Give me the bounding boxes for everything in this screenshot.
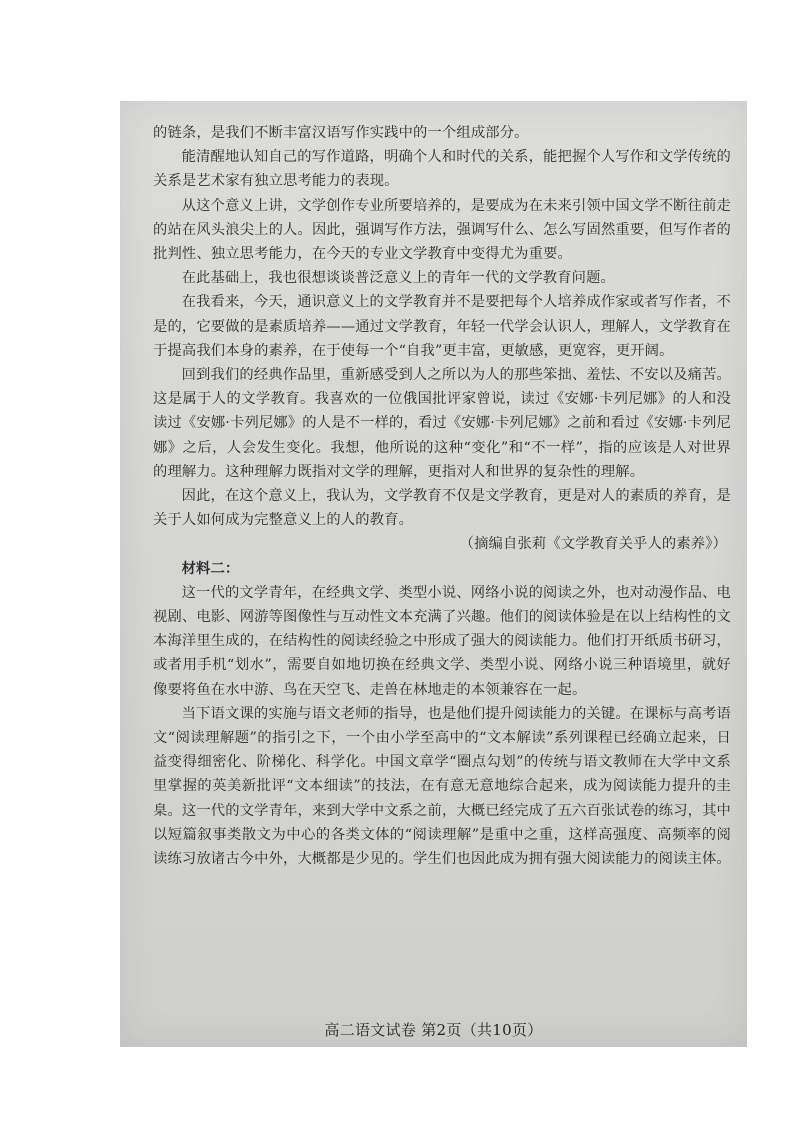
- paragraph: 这一代的文学青年，在经典文学、类型小说、网络小说的阅读之外，也对动漫作品、电视剧、电影、网游等图像性与互动性文本充满了兴趣。他们的阅读体验是在以上结构性的文本海洋里生成的，在结构性的阅读经验之中形成了强大的阅读能力。他们打开纸质书研习，或者用手机“划水”，需要自如地切换在经典文学、类型小说、网络小说三种语境里，就好像要将鱼在水中游、鸟在天空飞、走兽在林地走的本领兼容在一起。: [153, 584, 731, 698]
- paragraph: 在我看来，今天，通识意义上的文学教育并不是要把每个人培养成作家或者写作者，不是的，它要做的是素质培养——通过文学教育，年轻一代学会认识人，理解人，文学教育在于提高我们本身的素养，在于使每一个“自我”更丰富，更敏感，更宽容，更开阔。: [153, 294, 731, 359]
- paragraph: 能清醒地认知自己的写作道路，明确个人和时代的关系，能把握个人写作和文学传统的关系是艺术家有独立思考能力的表现。: [153, 149, 731, 190]
- paragraph: 的链条，是我们不断丰富汉语写作实践中的一个组成部分。: [153, 125, 529, 141]
- document-photo: [120, 101, 747, 1047]
- paragraph: 因此，在这个意义上，我认为，文学教育不仅是文学教育，更是对人的素质的养育，是关于人如何成为完整意义上的人的教育。: [153, 488, 731, 529]
- source-citation: （摘编自张莉《文学教育关乎人的素养》）: [459, 536, 727, 553]
- section-heading: 材料二：: [181, 560, 240, 577]
- paragraph: 当下语文课的实施与语文老师的指导，也是他们提升阅读能力的关键。在课标与高考语文“阅读理解题”的指引之下，一个由小学至高中的“文本解读”系列课程已经确立起来，日益变得细密化、阶梯化、科学化。中国文章学“圈点勾划”的传统与语文教师在大学中文系里掌握的英美新批评“文本细读”的技法，在有意无意地综合起来，成为阅读能力提升的圭臬。这一代的文学青年，来到大学中文系之前，大概已经完成了五六百张试卷的练习，其中以短篇叙事类散文为中心的各类文体的“阅读理解”是重中之重，这样高强度、高频率的阅读练习放诸古今中外，大概都是少见的。学生们也因此成为拥有强大阅读能力的阅读主体。: [153, 705, 731, 868]
- paragraph: 在此基础上，我也很想谈谈普泛意义上的青年一代的文学教育问题。: [181, 270, 615, 287]
- paragraph: 从这个意义上讲，文学创作专业所要培养的，是要成为在未来引领中国文学不断往前走的站在风头浪尖上的人。因此，强调写作方法，强调写什么、怎么写固然重要，但写作者的批判性、独立思考能力，在今天的专业文学教育中变得尤为重要。: [153, 197, 731, 263]
- document-body: [153, 121, 731, 871]
- page-footer: 高二语文试卷 第2页（共10页）: [324, 1021, 543, 1039]
- paragraph: 回到我们的经典作品里，重新感受到人之所以为人的那些笨拙、羞怯、不安以及痛苦。这是属于人的文学教育。我喜欢的一位俄国批评家曾说，读过《安娜·卡列尼娜》的人和没读过《安娜·卡列尼娜》的人是不一样的，看过《安娜·卡列尼娜》之前和看过《安娜·卡列尼娜》之后，人会发生变化。我想，他所说的这种“变化”和“不一样”，指的应该是人对世界的理解力。这种理解力既指对文学的理解，更指对人和世界的复杂性的理解。: [153, 367, 731, 480]
